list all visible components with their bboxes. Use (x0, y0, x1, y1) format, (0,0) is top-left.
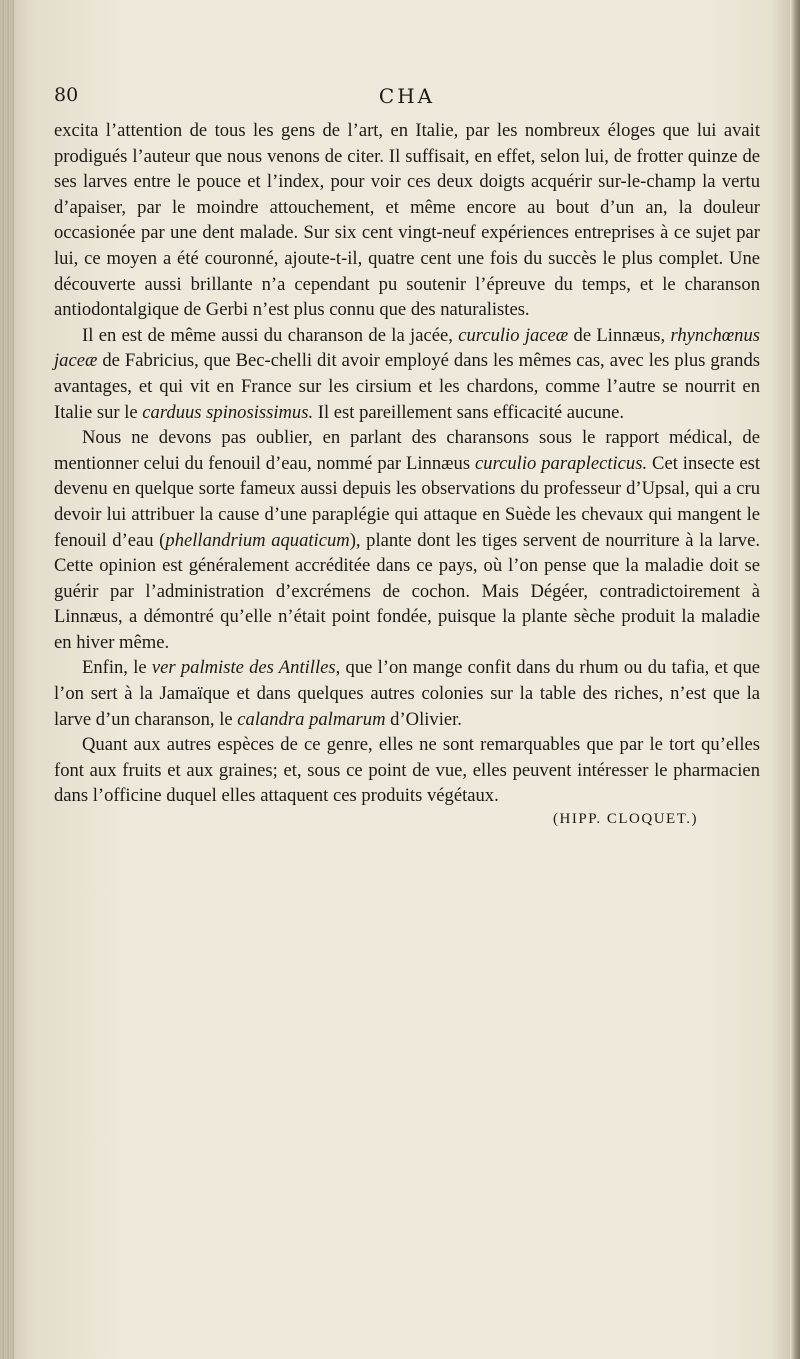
text-run: de Fabricius, que Bec-chelli dit avoir employé dans les mêmes cas, avec les plus grands avantages, et qui vit en France sur les cirsium et les chardons, comme l’autre se nourrit en Italie sur le (54, 350, 760, 423)
italic-term: carduus spinosissimus. (142, 401, 314, 423)
text-run: Enfin, le (82, 657, 152, 679)
paragraph (54, 425, 760, 655)
text-run: ), plante dont les tiges servent de nourriture à la larve. Cette opinion est généralement accréditée dans ce pays, où l’on pense que la maladie doit se guérir par l’administration d’excrémens de cochon. Mais Dégéer, contradictoirement à Linnæus, a démontré qu’elle n’était point fondée, puisque la plante sèche produit la maladie en hiver même. (54, 529, 761, 653)
paragraph (54, 323, 760, 425)
text-run: de Linnæus, (568, 324, 671, 346)
italic-term: curculio paraplecticus. (475, 452, 648, 474)
text-run: d’Olivier. (385, 708, 462, 730)
paragraph (54, 655, 760, 732)
italic-term: ver palmiste des Antilles (151, 657, 336, 679)
page-header (54, 84, 760, 116)
text-run: Quant aux autres espèces de ce genre, elles ne sont remarquables que par le tort qu’elles font aux fruits et aux graines; et, sous ce point de vue, elles peuvent intéresser le pharmacien dans l’officine duquel elles attaquent ces produits végétaux. (54, 734, 760, 807)
running-head: CHA (378, 84, 436, 108)
text-run: Nous ne devons pas oublier, en parlant des charansons sous le rapport médical, de mentionner celui du fenouil d’eau, nommé par Linnæus (54, 427, 760, 474)
italic-term: calandra palmarum (237, 708, 386, 730)
author-signature: (HIPP. CLOQUET.) (553, 811, 698, 828)
italic-term: curculio jaceæ (458, 324, 569, 346)
page-number: 80 (54, 84, 79, 106)
book-page-edge (790, 0, 800, 1359)
text-run: Il en est de même aussi du charanson de la jacée, (82, 324, 459, 346)
italic-term: rhynchœnus jaceæ (54, 324, 760, 372)
text-run: , que l’on mange confit dans du rhum ou du tafia, et que l’on sert à la Jamaïque et dans quelques autres colonies sur la table des riches, n’est que la larve d’un charanson, le (54, 657, 760, 730)
text-run: Cet insecte est devenu en quelque sorte fameux aussi depuis les observations du professeur d’Upsal, qui a cru devoir lui attribuer la cause d’une paraplégie qui attaque en Suède les chevaux qui mangent le fenouil d’eau ( (54, 452, 760, 551)
italic-term: phellandrium aquaticum (165, 529, 350, 551)
book-page (54, 84, 760, 828)
book-gutter-edge (0, 0, 14, 1359)
paragraph (54, 118, 760, 323)
paragraph (54, 732, 760, 809)
text-run: excita l’attention de tous les gens de l’art, en Italie, par les nombreux éloges que lui avait prodigués l’auteur que nous venons de citer. Il suffisait, en effet, selon lui, de frotter quinze de ses larves entre le pouce et l’index, pour voir ces deux doigts acquérir sur-le-champ la vertu d’apaiser, par le moindre attouchement, et même encore au bout d’un an, la douleur occasionée par une dent malade. Sur six cent vingt-neuf expériences entreprises à ce sujet par lui, ce moyen a été couronné, ajoute-t-il, quatre cent une fois du succès le plus complet. Une découverte aussi brillante n’a cependant pu soutenir l’épreuve du temps, et le charanson antiodontalgique de Gerbi n’est plus connu que des naturalistes. (54, 120, 760, 321)
text-run: Il est pareillement sans efficacité aucune. (313, 401, 625, 423)
article-body (54, 118, 760, 809)
